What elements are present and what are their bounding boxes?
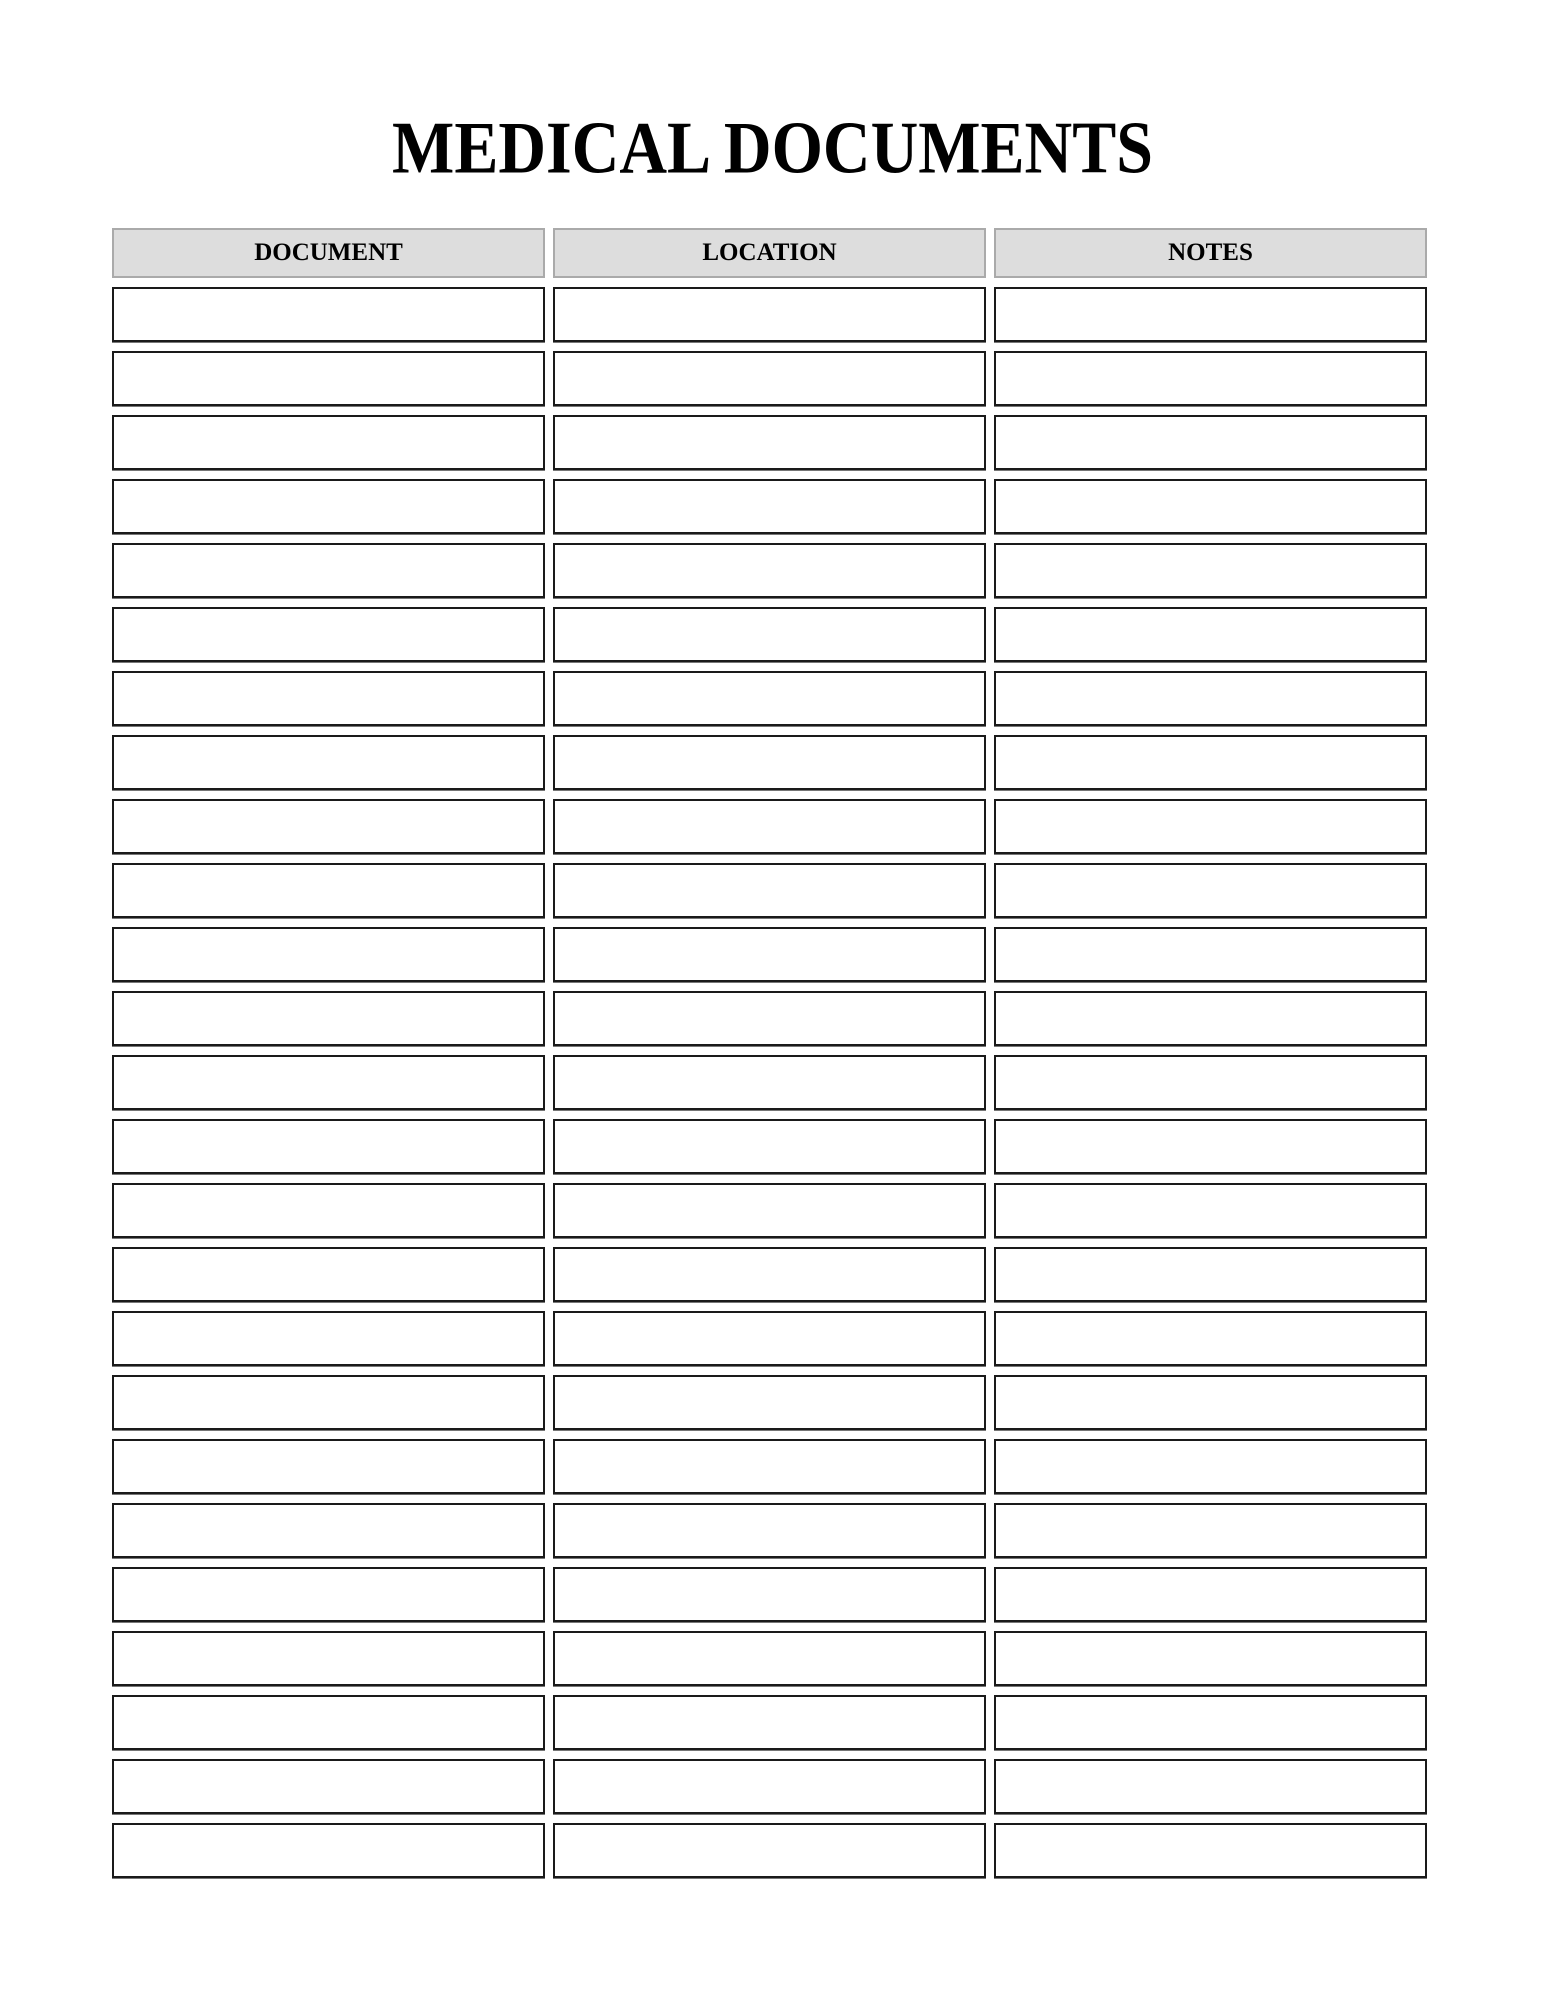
table-cell-location[interactable]: [553, 1695, 986, 1750]
table-cell-location[interactable]: [553, 1503, 986, 1558]
table-cell-document[interactable]: [112, 1439, 545, 1494]
table-cell-notes[interactable]: [994, 991, 1427, 1046]
table-cell-location[interactable]: [553, 351, 986, 406]
table-cell-document[interactable]: [112, 1375, 545, 1430]
table-cell-notes[interactable]: [994, 1183, 1427, 1238]
table-cell-location[interactable]: [553, 607, 986, 662]
table-cell-document[interactable]: [112, 1759, 545, 1814]
table-cell-location[interactable]: [553, 799, 986, 854]
table-cell-document[interactable]: [112, 415, 545, 470]
table-cell-location[interactable]: [553, 1823, 986, 1878]
table-cell-notes[interactable]: [994, 1055, 1427, 1110]
table-cell-document[interactable]: [112, 543, 545, 598]
table-cell-document[interactable]: [112, 1119, 545, 1174]
table-cell-notes[interactable]: [994, 543, 1427, 598]
table-cell-notes[interactable]: [994, 351, 1427, 406]
column-header-location: LOCATION: [553, 228, 986, 278]
table-cell-document[interactable]: [112, 735, 545, 790]
table-cell-location[interactable]: [553, 671, 986, 726]
table-cell-notes[interactable]: [994, 1375, 1427, 1430]
table-cell-location[interactable]: [553, 1631, 986, 1686]
column-header-notes: NOTES: [994, 228, 1427, 278]
table-cell-location[interactable]: [553, 415, 986, 470]
table-cell-notes[interactable]: [994, 1247, 1427, 1302]
table-cell-notes[interactable]: [994, 1759, 1427, 1814]
table-cell-notes[interactable]: [994, 607, 1427, 662]
table-cell-notes[interactable]: [994, 1695, 1427, 1750]
table-cell-notes[interactable]: [994, 1503, 1427, 1558]
table-cell-location[interactable]: [553, 927, 986, 982]
table-cell-notes[interactable]: [994, 1823, 1427, 1878]
table-cell-document[interactable]: [112, 1631, 545, 1686]
table-cell-document[interactable]: [112, 799, 545, 854]
column-header-document: DOCUMENT: [112, 228, 545, 278]
table-cell-notes[interactable]: [994, 671, 1427, 726]
table-cell-notes[interactable]: [994, 1631, 1427, 1686]
table-cell-location[interactable]: [553, 1311, 986, 1366]
table-cell-document[interactable]: [112, 287, 545, 342]
table-cell-location[interactable]: [553, 479, 986, 534]
table-cell-notes[interactable]: [994, 415, 1427, 470]
table-cell-location[interactable]: [553, 287, 986, 342]
table-cell-notes[interactable]: [994, 735, 1427, 790]
table-cell-document[interactable]: [112, 607, 545, 662]
table-cell-document[interactable]: [112, 991, 545, 1046]
table-cell-notes[interactable]: [994, 1311, 1427, 1366]
table-cell-document[interactable]: [112, 1503, 545, 1558]
table-cell-notes[interactable]: [994, 1567, 1427, 1622]
table-cell-location[interactable]: [553, 543, 986, 598]
table-cell-notes[interactable]: [994, 927, 1427, 982]
table-cell-document[interactable]: [112, 1055, 545, 1110]
table-cell-location[interactable]: [553, 991, 986, 1046]
table-cell-location[interactable]: [553, 863, 986, 918]
table-cell-notes[interactable]: [994, 287, 1427, 342]
table-cell-document[interactable]: [112, 1247, 545, 1302]
table-cell-location[interactable]: [553, 735, 986, 790]
table-cell-location[interactable]: [553, 1375, 986, 1430]
table-cell-notes[interactable]: [994, 799, 1427, 854]
table-cell-document[interactable]: [112, 863, 545, 918]
table-cell-location[interactable]: [553, 1439, 986, 1494]
table-cell-notes[interactable]: [994, 1439, 1427, 1494]
page-title: MEDICAL DOCUMENTS: [392, 107, 1153, 190]
table-cell-document[interactable]: [112, 1183, 545, 1238]
table-cell-document[interactable]: [112, 1695, 545, 1750]
table-cell-document[interactable]: [112, 1823, 545, 1878]
medical-documents-table: [112, 228, 1428, 1887]
table-cell-location[interactable]: [553, 1759, 986, 1814]
table-cell-location[interactable]: [553, 1055, 986, 1110]
table-cell-location[interactable]: [553, 1119, 986, 1174]
table-cell-document[interactable]: [112, 1567, 545, 1622]
table-cell-document[interactable]: [112, 351, 545, 406]
table-cell-document[interactable]: [112, 1311, 545, 1366]
table-cell-notes[interactable]: [994, 863, 1427, 918]
table-cell-location[interactable]: [553, 1183, 986, 1238]
table-cell-location[interactable]: [553, 1247, 986, 1302]
table-cell-notes[interactable]: [994, 1119, 1427, 1174]
table-cell-document[interactable]: [112, 671, 545, 726]
table-cell-document[interactable]: [112, 927, 545, 982]
table-cell-document[interactable]: [112, 479, 545, 534]
table-cell-notes[interactable]: [994, 479, 1427, 534]
table-cell-location[interactable]: [553, 1567, 986, 1622]
